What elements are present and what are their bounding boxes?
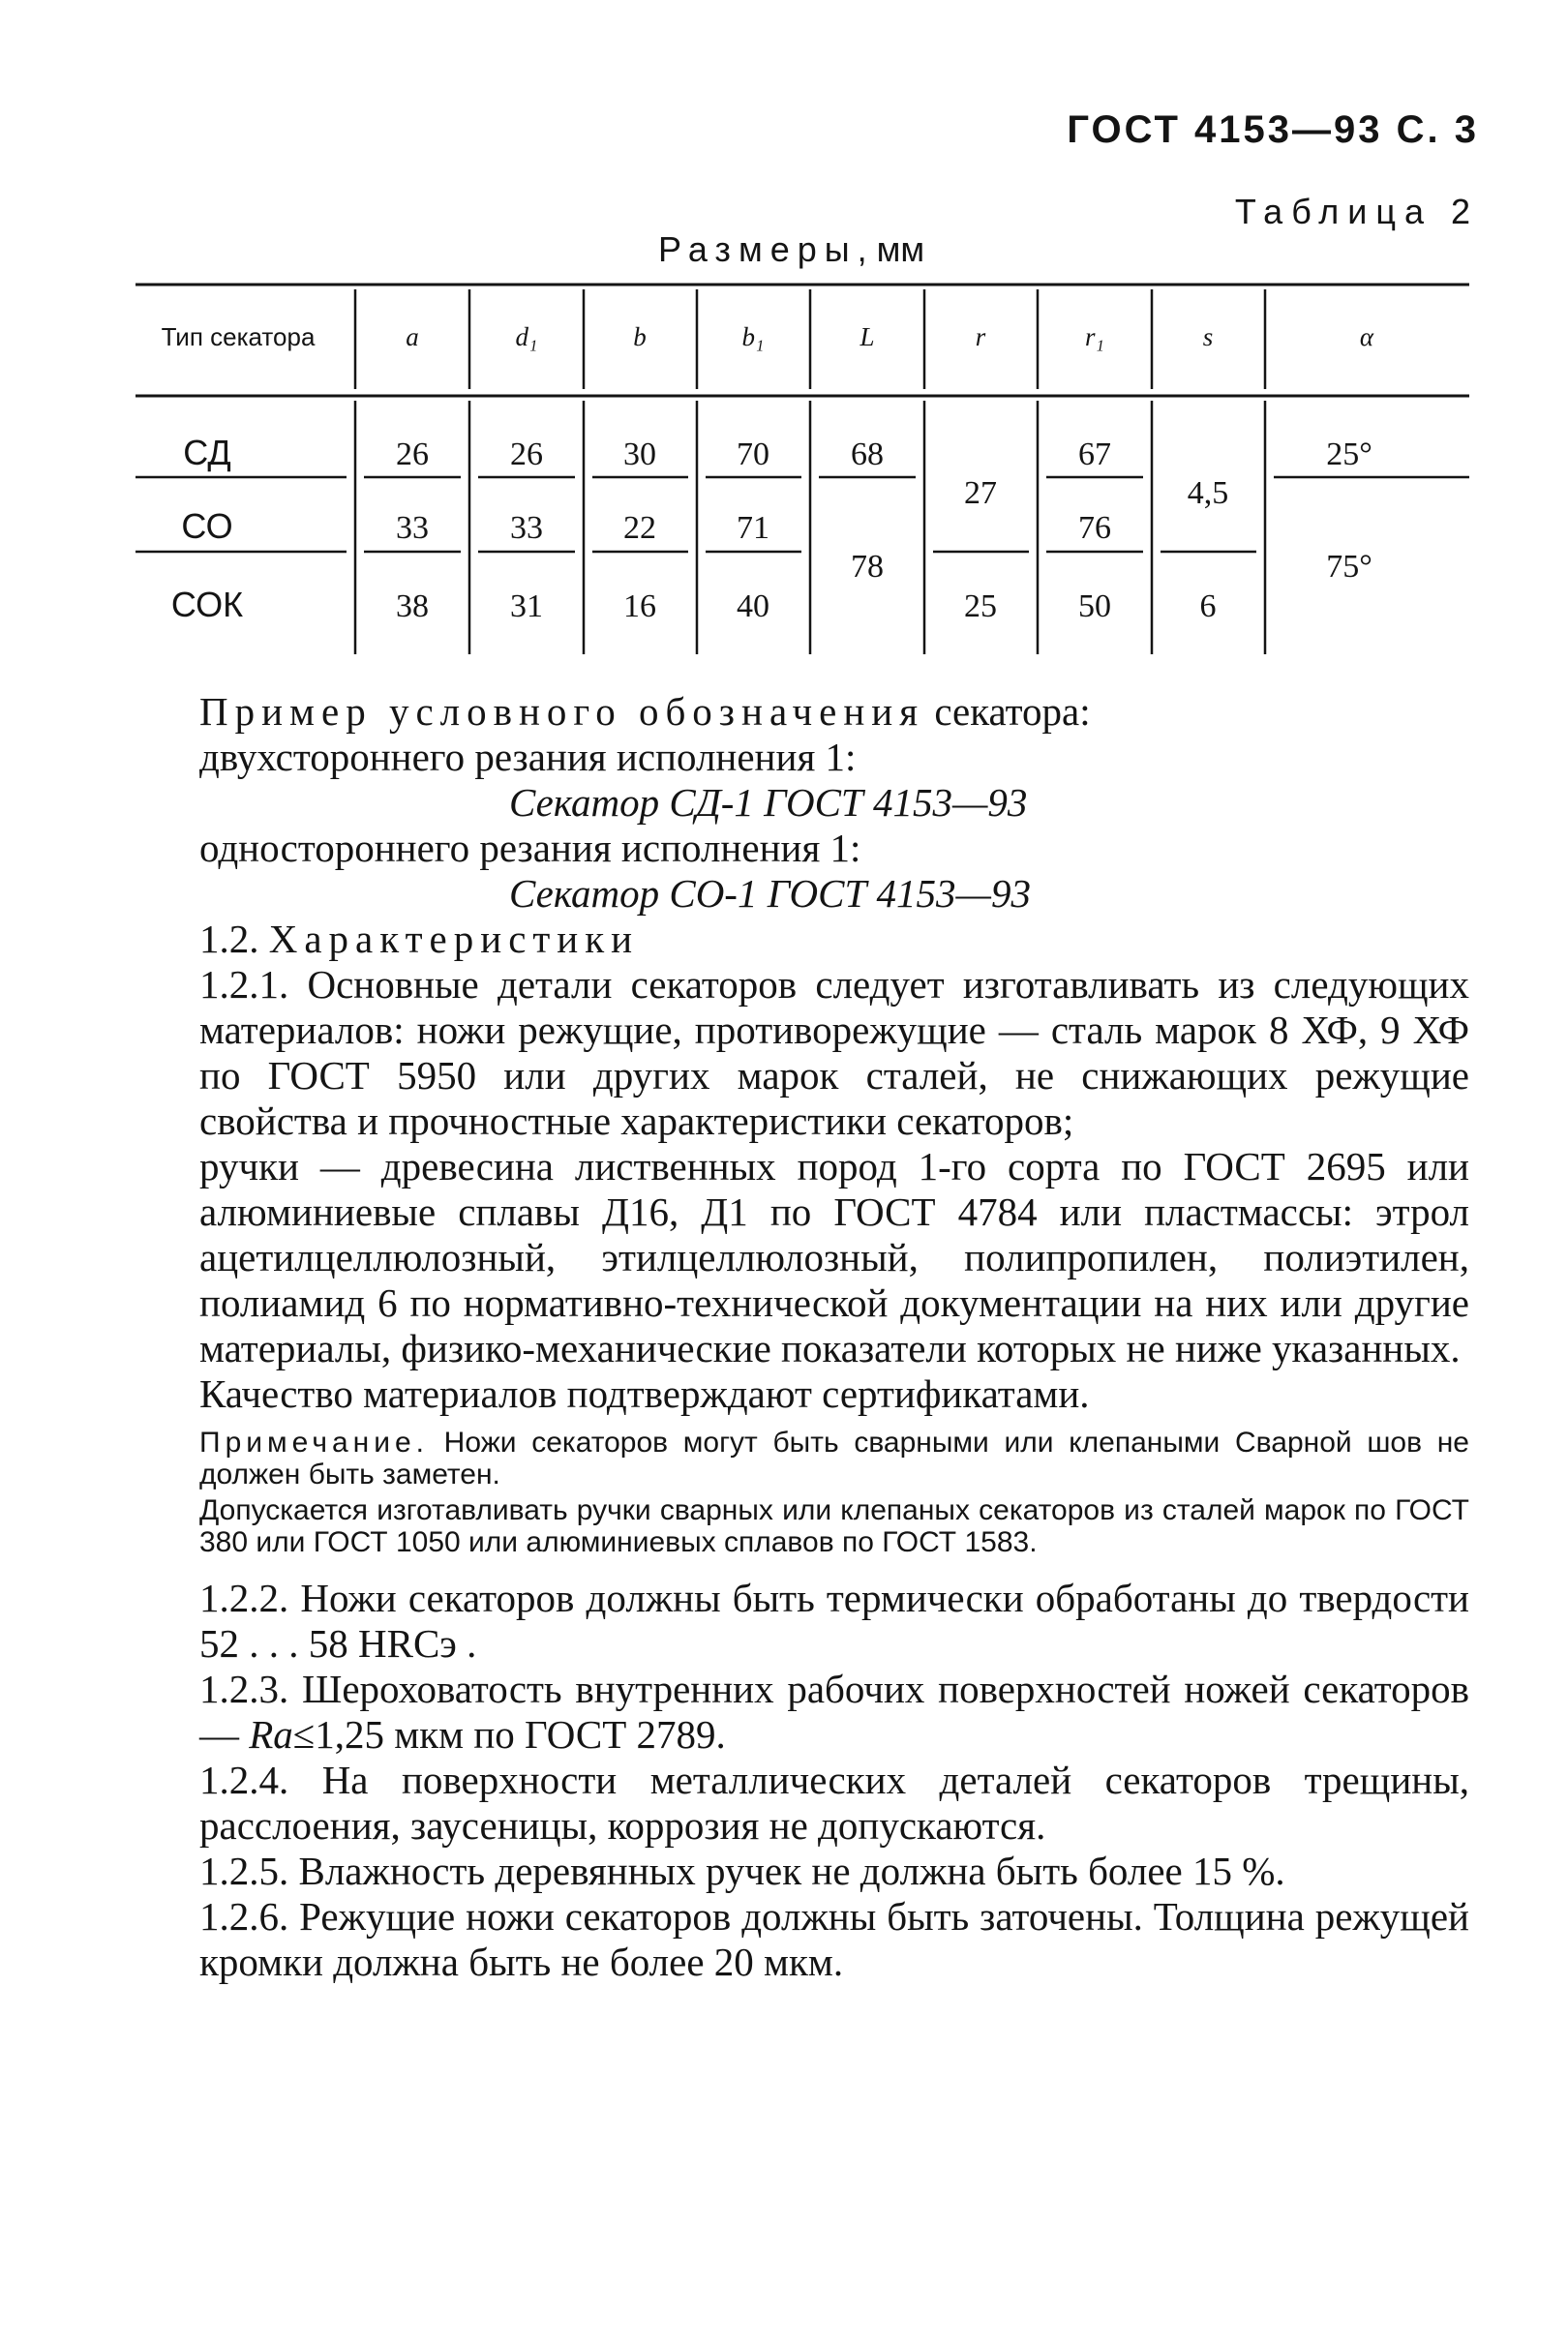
cell-so-b1: 71 bbox=[737, 510, 769, 546]
cell-s-top: 4,5 bbox=[1187, 475, 1229, 511]
paragraph-certificates: Качество материалов подтверждают сертификатами. bbox=[199, 1371, 1090, 1416]
cell-sd-d1: 26 bbox=[510, 436, 543, 472]
document-body bbox=[199, 689, 1469, 1985]
header-alpha: α bbox=[1359, 322, 1374, 351]
two-sided-label: двухстороннего резания исполнения 1: bbox=[199, 735, 857, 779]
header-b1: b₁ bbox=[741, 322, 765, 351]
designation-1: Секатор СД-1 ГОСТ 4153—93 bbox=[509, 780, 1028, 825]
p123-value: ≤1,25 мкм по ГОСТ 2789. bbox=[292, 1712, 726, 1757]
example-title-rest: секатора: bbox=[924, 689, 1091, 734]
paragraph-1-2-6: 1.2.6. Режущие ножи секаторов должны быть заточены. Толщина режущей кромки должна быть не более 20 мкм. bbox=[199, 1894, 1469, 1984]
cell-so-a: 33 bbox=[396, 510, 429, 546]
cell-sok-r1: 50 bbox=[1078, 588, 1111, 624]
cell-sok-b: 16 bbox=[623, 588, 656, 624]
cell-sd-a: 26 bbox=[396, 436, 429, 472]
row-type-sok: СОК bbox=[170, 585, 244, 624]
table-label: Таблица 2 bbox=[1234, 192, 1479, 231]
cell-sd-b1: 70 bbox=[737, 436, 769, 472]
header-b: b bbox=[633, 322, 647, 351]
paragraph-1-2-5: 1.2.5. Влажность деревянных ручек не должна быть более 15 %. bbox=[199, 1849, 1285, 1893]
paragraph-1-2-3 bbox=[199, 1667, 1469, 1758]
section-heading bbox=[199, 917, 1469, 962]
example-title-spaced: Пример условного обозначения bbox=[199, 689, 925, 734]
example-heading bbox=[199, 689, 1469, 735]
cell-r-top: 27 bbox=[964, 475, 997, 511]
cell-sd-r1: 67 bbox=[1078, 436, 1111, 472]
one-sided-label: одностороннего резания исполнения 1: bbox=[199, 826, 861, 870]
cell-so-r1: 76 bbox=[1078, 510, 1111, 546]
paragraph-1-2-4: 1.2.4. На поверхности металлических деталей секаторов трещины, расслоения, заусеницы, коррозия не допускаются. bbox=[199, 1758, 1469, 1848]
paragraph-1-2-1: 1.2.1. Основные детали секаторов следует изготавливать из следующих материалов: ножи режущие, противорежущие — сталь марок 8 ХФ, 9 ХФ по ГОСТ 5950 или других марок сталей, не снижающих режущие свойства и прочностные характеристики секаторов; bbox=[199, 962, 1469, 1143]
cell-so-b: 22 bbox=[623, 510, 656, 546]
note-text-1: Ножи секаторов могут быть сварными или клепаными Сварной шов не должен быть заметен. bbox=[199, 1427, 1469, 1490]
cell-sok-a: 38 bbox=[396, 588, 429, 624]
note-text-2: Допускается изготавливать ручки сварных или клепаных секаторов из сталей марок по ГОСТ 380 или ГОСТ 1050 или алюминиевых сплавов по ГОСТ 1583. bbox=[199, 1494, 1469, 1558]
header-type: Тип секатора bbox=[161, 322, 316, 351]
cell-L-top: 68 bbox=[851, 436, 884, 472]
cell-sok-d1: 31 bbox=[510, 588, 543, 624]
note-line-1 bbox=[199, 1427, 1469, 1490]
caption-word: Размеры bbox=[658, 229, 858, 269]
cell-L-bottom: 78 bbox=[851, 549, 884, 585]
note-block bbox=[199, 1427, 1469, 1558]
caption-unit: , мм bbox=[857, 229, 925, 269]
cell-sok-b1: 40 bbox=[737, 588, 769, 624]
dimensions-table bbox=[0, 0, 1568, 677]
designation-2: Секатор СО-1 ГОСТ 4153—93 bbox=[509, 871, 1031, 916]
cell-sd-alpha: 25° bbox=[1326, 436, 1372, 472]
paragraph-1-2-2: 1.2.2. Ножи секаторов должны быть термически обработаны до твердости 52 . . . 58 HRCэ . bbox=[199, 1576, 1469, 1666]
row-type-sd: СД bbox=[183, 433, 231, 472]
dimensions-caption bbox=[658, 229, 924, 270]
p123-text: 1.2.3. Шероховатость внутренних рабочих поверхностей ножей секаторов — bbox=[199, 1667, 1469, 1757]
row-type-so: СО bbox=[181, 506, 233, 546]
p123-ra: Ra bbox=[249, 1712, 293, 1757]
note-label: Примечание. bbox=[199, 1427, 429, 1459]
cell-alpha-bottom: 75° bbox=[1326, 549, 1372, 585]
page-header: ГОСТ 4153—93 С. 3 bbox=[1067, 108, 1479, 151]
section-number: 1.2. bbox=[199, 917, 269, 961]
header-r1: r₁ bbox=[1085, 322, 1104, 351]
paragraph-handles: ручки — древесина лиственных пород 1-го сорта по ГОСТ 2695 или алюминиевые сплавы Д16, Д1 по ГОСТ 4784 или пластмассы: этрол ацетилцеллюлозный, этилцеллюлозный, полипропилен, полиэтилен, полиамид 6 по нормативно-технической документации на них или другие материалы, физико-механические показатели которых не ниже указанных. bbox=[199, 1144, 1469, 1370]
cell-so-d1: 33 bbox=[510, 510, 543, 546]
section-title: Характеристики bbox=[268, 917, 640, 961]
cell-sd-b: 30 bbox=[623, 436, 656, 472]
header-s: s bbox=[1202, 322, 1214, 351]
header-L: L bbox=[859, 322, 875, 351]
header-d1: d₁ bbox=[515, 322, 538, 351]
cell-r-bottom: 25 bbox=[964, 588, 997, 624]
header-r: r bbox=[975, 322, 986, 351]
header-a: a bbox=[406, 322, 419, 351]
cell-s-bottom: 6 bbox=[1199, 588, 1217, 624]
